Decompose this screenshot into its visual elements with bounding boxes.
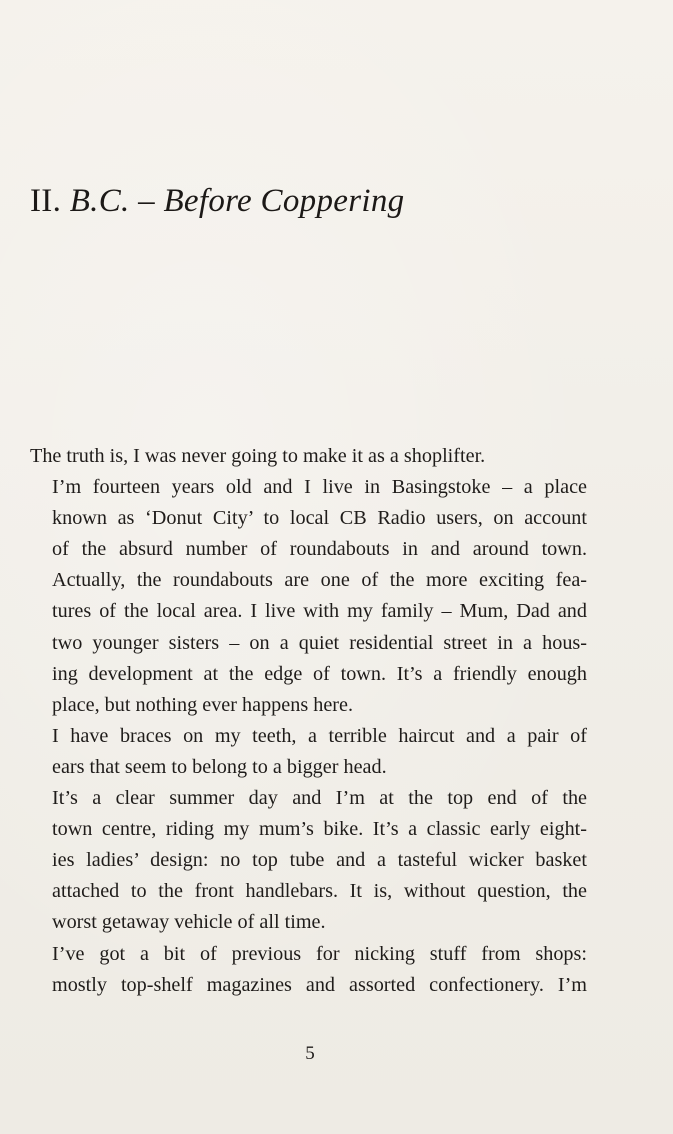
chapter-heading: [30, 183, 404, 220]
page-number: 5: [305, 1043, 315, 1064]
chapter-number: II.: [30, 183, 62, 219]
text-line: ing development at the edge of town. It’s a friendly enough: [52, 662, 587, 685]
text-line: worst getaway vehicle of all time.: [52, 911, 326, 934]
text-line: Actually, the roundabouts are one of the more exciting fea-: [52, 569, 587, 592]
paragraph: [30, 721, 587, 783]
paragraph: [30, 472, 587, 721]
text-line: two younger sisters – on a quiet residential street in a hous-: [52, 631, 587, 654]
text-line: mostly top-shelf magazines and assorted confectionery. I’m: [52, 973, 587, 996]
text-line: known as ‘Donut City’ to local CB Radio users, on account: [52, 507, 587, 530]
text-line: attached to the front handlebars. It is, without question, the: [52, 880, 587, 903]
text-line: The truth is, I was never going to make it as a shoplifter.: [30, 445, 486, 467]
paragraph: [30, 783, 587, 938]
chapter-title: B.C. – Before Coppering: [69, 183, 405, 219]
text-line: I’m fourteen years old and I live in Basingstoke – a place: [52, 476, 587, 499]
text-line: town centre, riding my mum’s bike. It’s a classic early eight-: [52, 818, 587, 841]
paragraph: [30, 939, 587, 1001]
text-line: I have braces on my teeth, a terrible haircut and a pair of: [52, 724, 587, 747]
text-line: It’s a clear summer day and I’m at the top end of the: [52, 787, 587, 810]
paragraph: [30, 441, 587, 472]
text-line: place, but nothing ever happens here.: [52, 693, 354, 716]
text-line: of the absurd number of roundabouts in and around town.: [52, 538, 587, 561]
text-line: I’ve got a bit of previous for nicking stuff from shops:: [52, 942, 587, 965]
text-line: ears that seem to belong to a bigger head.: [52, 755, 387, 778]
text-line: tures of the local area. I live with my family – Mum, Dad and: [52, 600, 587, 623]
text-line: ies ladies’ design: no top tube and a tasteful wicker basket: [52, 849, 587, 872]
body-text: [30, 441, 587, 1001]
